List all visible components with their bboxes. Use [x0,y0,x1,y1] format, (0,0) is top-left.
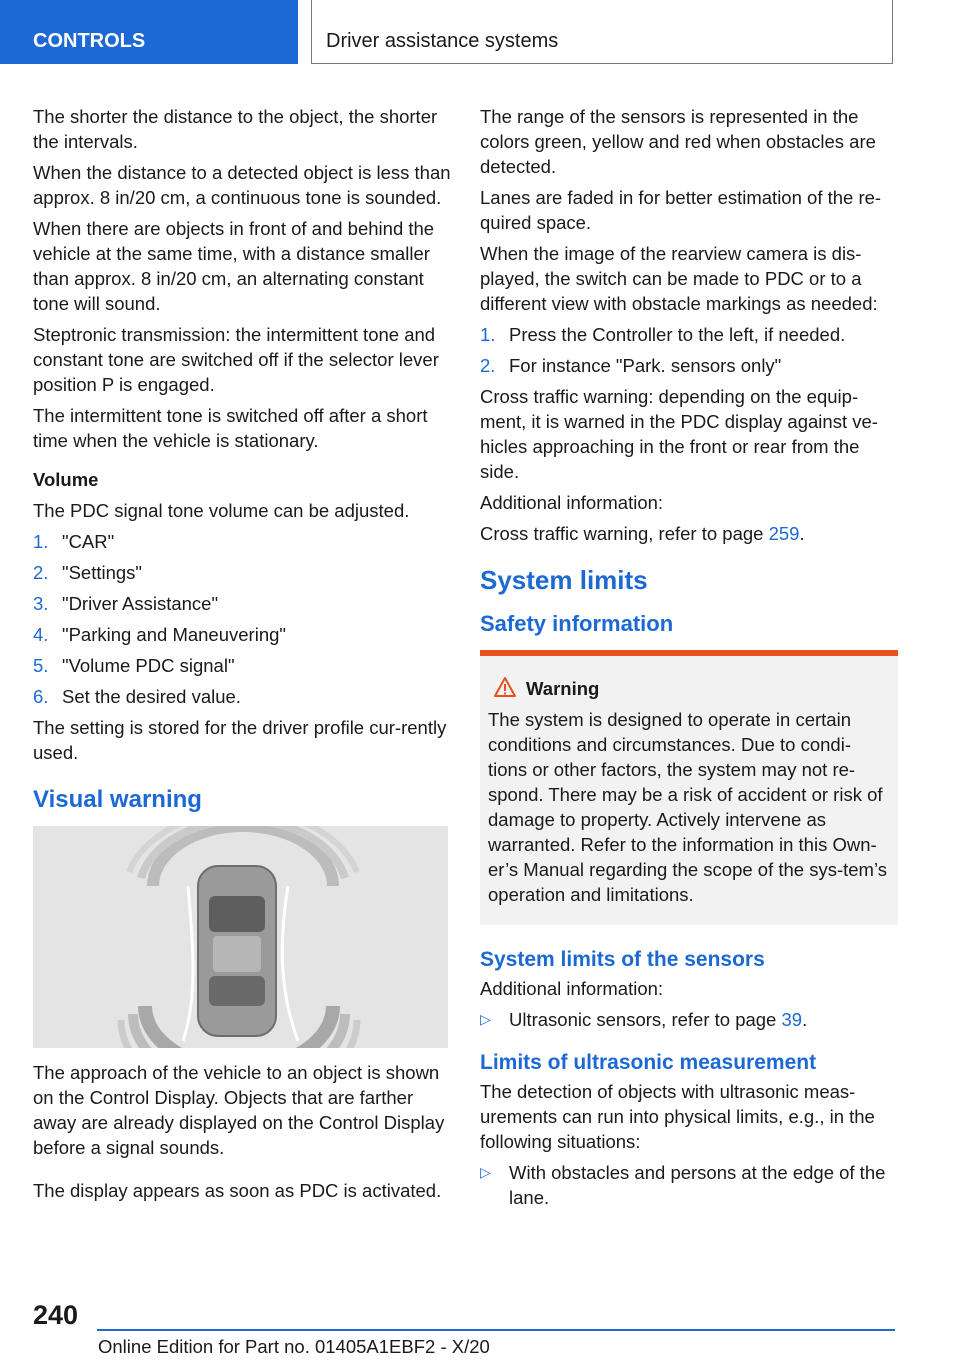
step-text: For instance "Park. sensors only" [509,355,782,376]
step-text: "Driver Assistance" [62,593,219,614]
volume-heading: Volume [33,469,99,490]
step-text: "Parking and Maneuvering" [62,624,286,645]
list-item [33,684,451,709]
cross-traffic-reference [480,521,898,546]
reference-text: Ultrasonic sensors, refer to page [509,1009,782,1030]
paragraph: The shorter the distance to the object, the shorter the intervals. [33,106,438,152]
section-tab [0,0,298,64]
triangle-bullet-icon: ▷ [480,1011,491,1027]
period: . [802,1009,808,1030]
cross-traffic-text: Cross traffic warning: depending on the equip‐ment, it is warned in the PDC display against ve‐hicles approaching in the front or rear from the side. [480,386,878,482]
page-link-39[interactable]: 39 [781,1009,803,1030]
paragraph: When there are objects in front of and behind the vehicle at the same time, with a distance smaller than approx. 8 in/20 cm, an alternating constant tone will sound. [33,218,435,314]
step-number: 2. [33,562,49,583]
warning-title [488,676,890,701]
list-item [480,353,898,378]
ultrasonic-limits-heading: Limits of ultrasonic measurement [480,1051,817,1074]
limits-text: The detection of objects with ultrasonic meas‐urements can run into physical limits, e.g., in the following situations: [480,1081,875,1152]
paragraph: The range of the sensors is represented in the colors green, yellow and red when obstacles are detected. [480,106,876,177]
sensors-additional-info: Additional information: [480,978,664,999]
list-item [33,591,451,616]
sensors-list [480,1007,898,1032]
page-link-259[interactable]: 259 [768,523,800,544]
system-limits-heading: System limits [480,565,648,595]
pdc-display-figure [33,826,448,1048]
list-item [33,653,451,678]
step-text: "Volume PDC signal" [62,655,235,676]
footer-divider [97,1329,895,1331]
page-number: 240 [33,1300,79,1330]
warning-triangle-icon [493,676,517,698]
step-text: "Settings" [62,562,142,583]
stored-text: The setting is stored for the driver profile cur‐rently used. [33,717,447,763]
step-text: Press the Controller to the left, if needed. [509,324,846,345]
limits-list [480,1160,898,1210]
parking-sensor-illustration [33,826,448,1048]
warning-text: The system is designed to operate in certain conditions and circumstances. Due to condi‐tions or other factors, the system may not re‐spond. There may be a risk of accident or risk of damage to property. Actively intervene as warranted. Refer to the information in this Own‐er’s Manual regarding the scope of the sys‐tem’s operation and limitations. [488,709,887,905]
footer-edition: Online Edition for Part no. 01405A1EBF2 - X/20 [98,1336,490,1357]
step-number: 1. [33,531,49,552]
additional-info-label: Additional information: [480,492,664,513]
volume-text: The PDC signal tone volume can be adjusted. [33,500,410,521]
sensors-limits-heading: System limits of the sensors [480,948,765,971]
safety-information-heading: Safety information [480,611,674,636]
step-text: Set the desired value. [62,686,241,707]
step-number: 3. [33,593,49,614]
step-number: 5. [33,655,49,676]
warning-title-text: Warning [526,678,600,699]
triangle-bullet-icon: ▷ [480,1164,491,1180]
warning-box [480,650,898,925]
right-column [480,104,898,1216]
period: . [799,523,805,544]
paragraph: When the distance to a detected object is less than approx. 8 in/20 cm, a continuous tone is sounded. [33,162,451,208]
step-number: 6. [33,686,49,707]
paragraph: Steptronic transmission: the intermittent tone and constant tone are switched off if the selector lever position P is engaged. [33,324,439,395]
subsection-label: Driver assistance systems [326,30,559,52]
subsection-tab [311,0,893,64]
paragraph: The display appears as soon as PDC is activated. [33,1180,442,1201]
volume-steps [33,529,451,709]
list-item [480,1160,898,1210]
list-item [480,1007,898,1032]
visual-warning-heading: Visual warning [33,786,202,813]
list-item [480,322,898,347]
step-text: "CAR" [62,531,115,552]
list-item [33,529,451,554]
left-column [33,104,451,1209]
camera-steps [480,322,898,378]
paragraph: The approach of the vehicle to an object is shown on the Control Display. Objects that are farther away are already displayed on the Control Display before a signal sounds. [33,1062,445,1158]
step-number: 4. [33,624,49,645]
reference-text: Cross traffic warning, refer to page [480,523,769,544]
step-number: 1. [480,324,496,345]
list-item [33,622,451,647]
paragraph: Lanes are faded in for better estimation of the re‐quired space. [480,187,882,233]
limits-item-text: With obstacles and persons at the edge of the lane. [509,1162,886,1208]
step-number: 2. [480,355,496,376]
paragraph: The intermittent tone is switched off after a short time when the vehicle is stationary. [33,405,428,451]
section-label: CONTROLS [33,30,146,52]
list-item [33,560,451,585]
paragraph: When the image of the rearview camera is dis‐played, the switch can be made to PDC or to a different view with obstacle markings as needed: [480,243,878,314]
